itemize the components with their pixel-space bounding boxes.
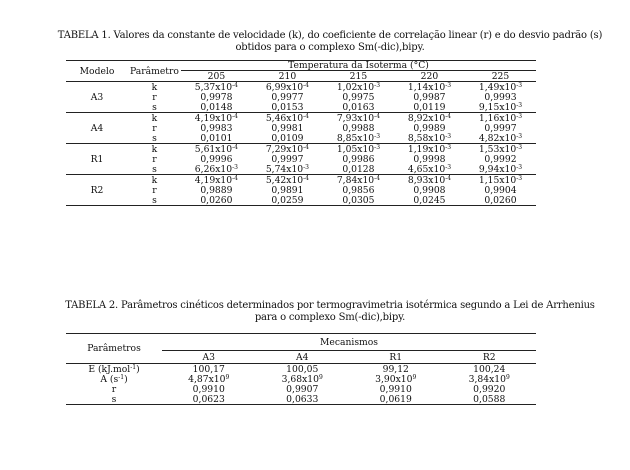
- table1-value-cell: [465, 195, 536, 206]
- table1-value-cell: [465, 175, 536, 186]
- table1-value-cell: [465, 102, 536, 113]
- table1-value-cell: [465, 133, 536, 144]
- table1-row: [66, 175, 536, 186]
- table1-value-cell: [394, 133, 465, 144]
- cell-mantissa: 8,58x10: [407, 132, 446, 144]
- table1-param-cell: k: [151, 112, 158, 124]
- table1-caption-line2: obtidos para o complexo Sm(-dic),bipy.: [235, 42, 425, 53]
- table2-caption-line2: para o complexo Sm(-dic),bipy.: [254, 312, 406, 323]
- cell-mantissa: 5,46x10: [265, 112, 304, 124]
- table2-value-cell: [443, 394, 537, 405]
- table1-value-cell: [181, 144, 252, 155]
- cell-mantissa: 0,0260: [200, 194, 233, 206]
- cell-mantissa: 9,15x10: [478, 101, 517, 113]
- cell-mantissa: 0,9983: [200, 122, 233, 134]
- table1-value-cell: [252, 133, 323, 144]
- table1-row: [66, 102, 536, 113]
- table1-value-cell: [394, 92, 465, 102]
- cell-mantissa: 8,92x10: [407, 112, 446, 124]
- cell-mantissa: 0,9998: [413, 153, 446, 165]
- cell-mantissa: 0,9997: [484, 122, 517, 134]
- cell-exponent: -3: [445, 81, 452, 89]
- table1-value-cell: [394, 113, 465, 124]
- table1-value-cell: [465, 82, 536, 93]
- cell-exponent: -3: [374, 81, 381, 89]
- cell-mantissa: 0,0128: [342, 163, 375, 175]
- table1-value-cell: [323, 133, 394, 144]
- cell-mantissa: 3,84x10: [468, 373, 506, 385]
- cell-mantissa: 5,37x10: [194, 81, 233, 93]
- table2-value-cell: [256, 364, 350, 375]
- cell-exponent: 9: [319, 373, 323, 381]
- table2-value-cell: [349, 394, 443, 405]
- table2-value-cell: [443, 384, 537, 394]
- table1-value-cell: [181, 175, 252, 186]
- cell-mantissa: 0,9856: [342, 184, 375, 196]
- cell-mantissa: 100,05: [286, 363, 319, 375]
- table1-value-cell: [252, 185, 323, 195]
- table1-value-cell: [323, 92, 394, 102]
- cell-mantissa: 1,53x10: [478, 143, 517, 155]
- cell-mantissa: 0,9987: [413, 91, 446, 103]
- table2-value-cell: [162, 384, 256, 394]
- table1-value-cell: [252, 92, 323, 102]
- cell-mantissa: 0,9920: [473, 383, 506, 395]
- cell-mantissa: 0,9910: [192, 383, 225, 395]
- table1-model-cell: A3: [66, 82, 128, 113]
- cell-mantissa: 5,61x10: [194, 143, 233, 155]
- table2-value-cell: [256, 394, 350, 405]
- table1-value-cell: [252, 144, 323, 155]
- cell-mantissa: 1,49x10: [478, 81, 517, 93]
- cell-exponent: -3: [516, 163, 523, 171]
- table1-value-cell: [181, 102, 252, 113]
- cell-exponent: -3: [374, 143, 381, 151]
- table2-value-cell: [443, 374, 537, 384]
- cell-exponent: -4: [303, 112, 310, 120]
- cell-mantissa: 0,9989: [413, 122, 446, 134]
- cell-mantissa: 7,93x10: [336, 112, 375, 124]
- table2-mech-cell: A4: [256, 351, 350, 364]
- table1-param-cell: k: [151, 143, 158, 155]
- table1-value-cell: [465, 154, 536, 164]
- cell-mantissa: 0,9978: [200, 91, 233, 103]
- cell-mantissa: 1,19x10: [407, 143, 446, 155]
- table2-value-cell: [349, 374, 443, 384]
- cell-exponent: -3: [445, 143, 452, 151]
- table2-value-cell: [349, 364, 443, 375]
- table1-value-cell: [323, 195, 394, 206]
- cell-mantissa: 1,02x10: [336, 81, 375, 93]
- table1-value-cell: [394, 82, 465, 93]
- table1-model-cell: A4: [66, 113, 128, 144]
- table1-row: [66, 185, 536, 195]
- cell-mantissa: 0,0305: [342, 194, 375, 206]
- table2-caption-line1: TABELA 2. Parâmetros cinéticos determinados por termogravimetria isotérmica segundo a Lei de Arrhenius: [65, 300, 595, 311]
- table1-value-cell: [181, 164, 252, 175]
- table1-row: [66, 133, 536, 144]
- cell-mantissa: 0,0619: [379, 393, 412, 405]
- table1-row: [66, 113, 536, 124]
- table1-row: [66, 195, 536, 206]
- table1-caption: [40, 30, 620, 54]
- cell-exponent: 9: [506, 373, 510, 381]
- cell-mantissa: 0,0260: [484, 194, 517, 206]
- table1-temp-cell: 205: [181, 71, 252, 82]
- table1-value-cell: [252, 113, 323, 124]
- table1-param-cell: r: [152, 153, 157, 165]
- table1-value-cell: [323, 123, 394, 133]
- cell-mantissa: 4,65x10: [407, 163, 446, 175]
- table1-value-cell: [323, 154, 394, 164]
- table1-value-cell: [252, 82, 323, 93]
- cell-exponent: -3: [232, 163, 238, 171]
- table2-value-cell: [256, 374, 350, 384]
- table1-param-cell: k: [151, 81, 158, 93]
- table2-label-cell: [66, 384, 162, 394]
- table1-temp-cell: 210: [252, 71, 323, 82]
- table1-value-cell: [394, 185, 465, 195]
- table1-value-cell: [252, 195, 323, 206]
- table1-temp-header: Temperatura da Isoterma (°C): [181, 61, 536, 71]
- table1-row: [66, 82, 536, 93]
- table1-value-cell: [181, 133, 252, 144]
- table2-row: [66, 384, 536, 394]
- table1-value-cell: [394, 164, 465, 175]
- label-text: E (kJ.mol: [88, 363, 131, 375]
- cell-exponent: -4: [232, 143, 238, 151]
- table1-row: [66, 92, 536, 102]
- table2-mech-cell: R2: [443, 351, 537, 364]
- cell-mantissa: 0,0119: [413, 101, 446, 113]
- cell-mantissa: 7,29x10: [265, 143, 304, 155]
- table1-value-cell: [465, 185, 536, 195]
- cell-exponent: 9: [412, 373, 417, 381]
- cell-mantissa: 0,0101: [200, 132, 233, 144]
- cell-mantissa: 0,0163: [342, 101, 375, 113]
- cell-exponent: -4: [374, 174, 381, 182]
- cell-mantissa: 5,74x10: [265, 163, 304, 175]
- table1-value-cell: [465, 113, 536, 124]
- cell-mantissa: 0,9996: [200, 153, 233, 165]
- table2-value-cell: [162, 374, 256, 384]
- table1-param-cell: s: [128, 164, 181, 175]
- table1-row: [66, 144, 536, 155]
- table1-value-cell: [252, 154, 323, 164]
- cell-exponent: -3: [516, 174, 523, 182]
- table1-param-cell: s: [128, 102, 181, 113]
- table1-value-cell: [252, 175, 323, 186]
- table1-param-cell: k: [151, 174, 158, 186]
- cell-mantissa: 4,19x10: [194, 174, 233, 186]
- cell-exponent: -3: [303, 163, 310, 171]
- cell-mantissa: 0,0588: [473, 393, 506, 405]
- table1-value-cell: [394, 175, 465, 186]
- table1-row: [66, 164, 536, 175]
- cell-exponent: -4: [232, 112, 238, 120]
- cell-mantissa: 0,0245: [413, 194, 446, 206]
- table1-row: [66, 154, 536, 164]
- cell-mantissa: 0,9907: [286, 383, 319, 395]
- table2-label-cell: [66, 364, 162, 375]
- cell-mantissa: 3,68x10: [281, 373, 319, 385]
- table2-row: [66, 364, 536, 375]
- cell-exponent: -4: [303, 81, 310, 89]
- table1-value-cell: [465, 144, 536, 155]
- table1-value-cell: [252, 123, 323, 133]
- table2-mech-cell: R1: [349, 351, 443, 364]
- table1-value-cell: [465, 92, 536, 102]
- label-text-end: ): [124, 373, 128, 385]
- table1-value-cell: [181, 185, 252, 195]
- cell-mantissa: 0,9891: [271, 184, 304, 196]
- cell-mantissa: 0,9997: [271, 153, 304, 165]
- table2-value-cell: [443, 364, 537, 375]
- table1-param-cell: r: [152, 184, 157, 196]
- cell-exponent: -4: [303, 174, 310, 182]
- cell-exponent: 9: [225, 373, 230, 381]
- table1-value-cell: [252, 164, 323, 175]
- table1-value-cell: [323, 144, 394, 155]
- table1-model-cell: R2: [66, 175, 128, 206]
- table1-col-model-header: Modelo: [66, 61, 128, 82]
- cell-mantissa: 0,9977: [271, 91, 304, 103]
- table1-param-cell: s: [128, 195, 181, 206]
- table2-col-param-header: Parâmetros: [66, 334, 162, 364]
- cell-mantissa: 0,9904: [484, 184, 517, 196]
- cell-mantissa: 0,9992: [484, 153, 517, 165]
- label-text: A (s: [100, 373, 119, 385]
- table1-value-cell: [465, 123, 536, 133]
- cell-mantissa: 6,99x10: [265, 81, 304, 93]
- cell-mantissa: 0,9988: [342, 122, 375, 134]
- table1-param-cell: s: [128, 133, 181, 144]
- cell-exponent: -3: [516, 112, 523, 120]
- cell-mantissa: 6,26x10: [194, 163, 233, 175]
- table2-row: [66, 374, 536, 384]
- table1-value-cell: [394, 123, 465, 133]
- cell-mantissa: 0,0259: [271, 194, 304, 206]
- table1-value-cell: [394, 102, 465, 113]
- table1-col-param-header: Parâmetro: [128, 61, 181, 82]
- table1-header-row: [66, 61, 536, 71]
- cell-mantissa: 0,0109: [271, 132, 304, 144]
- cell-mantissa: 0,0623: [192, 393, 225, 405]
- cell-exponent: -4: [445, 112, 452, 120]
- cell-mantissa: 0,9908: [413, 184, 446, 196]
- table1-value-cell: [181, 82, 252, 93]
- table1-value-cell: [323, 164, 394, 175]
- table1-value-cell: [323, 102, 394, 113]
- table1-temp-cell: 215: [323, 71, 394, 82]
- cell-mantissa: 5,42x10: [265, 174, 304, 186]
- cell-mantissa: 3,90x10: [375, 373, 413, 385]
- cell-exponent: -4: [374, 112, 381, 120]
- cell-mantissa: 0,0153: [271, 101, 304, 113]
- cell-mantissa: 7,84x10: [336, 174, 375, 186]
- table2-value-cell: [162, 394, 256, 405]
- cell-exponent: -3: [516, 81, 523, 89]
- cell-mantissa: 0,0148: [200, 101, 233, 113]
- cell-mantissa: 0,9986: [342, 153, 375, 165]
- cell-exponent: -4: [232, 81, 238, 89]
- label-exponent: -1: [130, 363, 137, 371]
- table2-caption: [40, 300, 620, 324]
- cell-exponent: -4: [303, 143, 310, 151]
- table2-row: [66, 394, 536, 405]
- cell-mantissa: 1,05x10: [336, 143, 375, 155]
- label-text: s: [111, 393, 117, 405]
- cell-mantissa: 0,9910: [379, 383, 412, 395]
- table2-value-cell: [349, 384, 443, 394]
- table1: [66, 60, 536, 206]
- cell-mantissa: 0,9889: [200, 184, 233, 196]
- cell-exponent: -3: [445, 132, 452, 140]
- cell-mantissa: 0,0633: [286, 393, 319, 405]
- cell-mantissa: 1,14x10: [407, 81, 446, 93]
- cell-mantissa: 9,94x10: [478, 163, 517, 175]
- cell-mantissa: 4,82x10: [478, 132, 517, 144]
- table1-value-cell: [465, 164, 536, 175]
- cell-mantissa: 4,19x10: [194, 112, 233, 124]
- table1-value-cell: [323, 82, 394, 93]
- table1-value-cell: [394, 195, 465, 206]
- table2-value-cell: [256, 384, 350, 394]
- table1-param-cell: r: [152, 122, 157, 134]
- label-text-end: ): [136, 363, 140, 375]
- cell-mantissa: 0,9981: [271, 122, 304, 134]
- table2-label-cell: [66, 374, 162, 384]
- table2: [66, 333, 536, 405]
- table1-value-cell: [252, 102, 323, 113]
- cell-exponent: -3: [516, 101, 523, 109]
- table1-value-cell: [181, 113, 252, 124]
- cell-mantissa: 4,87x10: [188, 373, 226, 385]
- table1-param-cell: r: [152, 91, 157, 103]
- table2-value-cell: [162, 364, 256, 375]
- table1-model-cell: R1: [66, 144, 128, 175]
- table2-mech-cell: A3: [162, 351, 256, 364]
- cell-exponent: -3: [445, 163, 452, 171]
- table2-header-row: [66, 334, 536, 351]
- cell-mantissa: 0,9993: [484, 91, 517, 103]
- cell-exponent: -3: [374, 132, 381, 140]
- table1-temp-cell: 225: [465, 71, 536, 82]
- table1-value-cell: [181, 92, 252, 102]
- table2-label-cell: [66, 394, 162, 405]
- cell-mantissa: 1,16x10: [478, 112, 517, 124]
- cell-exponent: -3: [516, 143, 523, 151]
- cell-exponent: -4: [232, 174, 238, 182]
- cell-mantissa: 8,85x10: [336, 132, 375, 144]
- table1-value-cell: [394, 144, 465, 155]
- cell-mantissa: 1,15x10: [478, 174, 517, 186]
- label-exponent: -1: [118, 373, 125, 381]
- cell-mantissa: 0,9975: [342, 91, 375, 103]
- table1-row: [66, 123, 536, 133]
- table1-value-cell: [323, 113, 394, 124]
- table1-temp-cell: 220: [394, 71, 465, 82]
- cell-mantissa: 99,12: [382, 363, 409, 375]
- table1-value-cell: [323, 185, 394, 195]
- cell-mantissa: 100,17: [192, 363, 225, 375]
- table1-value-cell: [181, 123, 252, 133]
- table2-mech-header: Mecanismos: [162, 334, 536, 351]
- table1-value-cell: [323, 175, 394, 186]
- table1-value-cell: [181, 154, 252, 164]
- label-text: r: [111, 383, 117, 395]
- cell-mantissa: 8,93x10: [407, 174, 446, 186]
- cell-mantissa: 100,24: [473, 363, 506, 375]
- cell-exponent: -4: [445, 174, 452, 182]
- cell-exponent: -3: [516, 132, 523, 140]
- table1-value-cell: [181, 195, 252, 206]
- table1-value-cell: [394, 154, 465, 164]
- table1-caption-line1: TABELA 1. Valores da constante de velocidade (k), do coeficiente de correlação linear (r) e do desvio padrão (s): [57, 30, 603, 41]
